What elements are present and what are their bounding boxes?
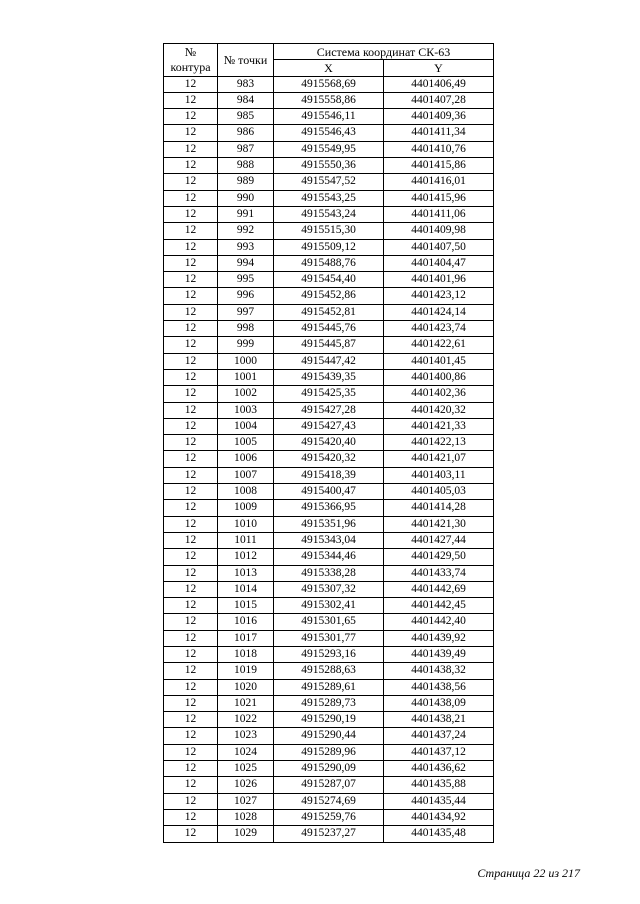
contour-cell: 12 — [164, 223, 218, 239]
y-cell: 4401407,50 — [384, 239, 494, 255]
contour-cell: 12 — [164, 125, 218, 141]
x-cell: 4915445,76 — [274, 321, 384, 337]
x-cell: 4915288,63 — [274, 663, 384, 679]
table-row — [164, 353, 494, 369]
point-cell: 986 — [218, 125, 274, 141]
x-cell: 4915452,81 — [274, 304, 384, 320]
x-cell: 4915301,65 — [274, 614, 384, 630]
x-cell: 4915400,47 — [274, 484, 384, 500]
x-cell: 4915427,43 — [274, 418, 384, 434]
contour-cell: 12 — [164, 712, 218, 728]
point-cell: 1022 — [218, 712, 274, 728]
point-cell: 992 — [218, 223, 274, 239]
x-cell: 4915289,73 — [274, 695, 384, 711]
y-cell: 4401423,74 — [384, 321, 494, 337]
point-cell: 1018 — [218, 646, 274, 662]
x-cell: 4915290,09 — [274, 761, 384, 777]
contour-cell: 12 — [164, 353, 218, 369]
table-row — [164, 369, 494, 385]
table-row — [164, 679, 494, 695]
x-cell: 4915351,96 — [274, 516, 384, 532]
y-cell: 4401404,47 — [384, 255, 494, 271]
contour-cell: 12 — [164, 777, 218, 793]
contour-cell: 12 — [164, 239, 218, 255]
point-cell: 1008 — [218, 484, 274, 500]
contour-cell: 12 — [164, 565, 218, 581]
table-row — [164, 141, 494, 157]
contour-cell: 12 — [164, 826, 218, 842]
table-row — [164, 92, 494, 108]
contour-cell: 12 — [164, 435, 218, 451]
point-cell: 985 — [218, 109, 274, 125]
table-row — [164, 435, 494, 451]
contour-cell: 12 — [164, 646, 218, 662]
table-row — [164, 321, 494, 337]
point-cell: 1023 — [218, 728, 274, 744]
x-cell: 4915420,40 — [274, 435, 384, 451]
contour-cell: 12 — [164, 614, 218, 630]
contour-cell: 12 — [164, 321, 218, 337]
table-row — [164, 190, 494, 206]
table-row — [164, 451, 494, 467]
y-cell: 4401433,74 — [384, 565, 494, 581]
x-cell: 4915568,69 — [274, 76, 384, 92]
table-row — [164, 125, 494, 141]
point-cell: 997 — [218, 304, 274, 320]
table-row — [164, 386, 494, 402]
y-cell: 4401411,34 — [384, 125, 494, 141]
y-cell: 4401400,86 — [384, 369, 494, 385]
contour-cell: 12 — [164, 484, 218, 500]
x-cell: 4915287,07 — [274, 777, 384, 793]
x-cell: 4915488,76 — [274, 255, 384, 271]
x-cell: 4915344,46 — [274, 549, 384, 565]
contour-cell: 12 — [164, 663, 218, 679]
x-cell: 4915366,95 — [274, 500, 384, 516]
header-y: Y — [384, 60, 494, 76]
contour-cell: 12 — [164, 516, 218, 532]
y-cell: 4401427,44 — [384, 532, 494, 548]
table-row — [164, 239, 494, 255]
table-row — [164, 288, 494, 304]
point-cell: 1014 — [218, 581, 274, 597]
point-cell: 1005 — [218, 435, 274, 451]
x-cell: 4915509,12 — [274, 239, 384, 255]
y-cell: 4401403,11 — [384, 467, 494, 483]
x-cell: 4915543,25 — [274, 190, 384, 206]
point-cell: 1000 — [218, 353, 274, 369]
y-cell: 4401442,69 — [384, 581, 494, 597]
y-cell: 4401437,24 — [384, 728, 494, 744]
x-cell: 4915289,96 — [274, 744, 384, 760]
point-cell: 1016 — [218, 614, 274, 630]
y-cell: 4401409,36 — [384, 109, 494, 125]
y-cell: 4401439,92 — [384, 630, 494, 646]
x-cell: 4915301,77 — [274, 630, 384, 646]
table-row — [164, 206, 494, 222]
y-cell: 4401423,12 — [384, 288, 494, 304]
y-cell: 4401437,12 — [384, 744, 494, 760]
contour-cell: 12 — [164, 337, 218, 353]
contour-cell: 12 — [164, 809, 218, 825]
x-cell: 4915307,32 — [274, 581, 384, 597]
table-row — [164, 418, 494, 434]
y-cell: 4401438,56 — [384, 679, 494, 695]
point-cell: 1015 — [218, 598, 274, 614]
point-cell: 1007 — [218, 467, 274, 483]
table-row — [164, 728, 494, 744]
contour-cell: 12 — [164, 386, 218, 402]
y-cell: 4401438,21 — [384, 712, 494, 728]
table-row — [164, 484, 494, 500]
table-row — [164, 255, 494, 271]
table-row — [164, 337, 494, 353]
point-cell: 1009 — [218, 500, 274, 516]
contour-cell: 12 — [164, 174, 218, 190]
table-header — [164, 44, 494, 77]
point-cell: 1001 — [218, 369, 274, 385]
x-cell: 4915302,41 — [274, 598, 384, 614]
table-row — [164, 532, 494, 548]
point-cell: 1003 — [218, 402, 274, 418]
point-cell: 1027 — [218, 793, 274, 809]
x-cell: 4915343,04 — [274, 532, 384, 548]
table-row — [164, 695, 494, 711]
x-cell: 4915274,69 — [274, 793, 384, 809]
contour-cell: 12 — [164, 255, 218, 271]
table-row — [164, 598, 494, 614]
point-cell: 1019 — [218, 663, 274, 679]
contour-cell: 12 — [164, 728, 218, 744]
contour-cell: 12 — [164, 549, 218, 565]
contour-cell: 12 — [164, 500, 218, 516]
table-row — [164, 158, 494, 174]
y-cell: 4401401,96 — [384, 272, 494, 288]
y-cell: 4401424,14 — [384, 304, 494, 320]
y-cell: 4401414,28 — [384, 500, 494, 516]
page-number-footer: Страница 22 из 217 — [477, 866, 580, 880]
table-row — [164, 809, 494, 825]
point-cell: 987 — [218, 141, 274, 157]
x-cell: 4915546,11 — [274, 109, 384, 125]
x-cell: 4915550,36 — [274, 158, 384, 174]
x-cell: 4915237,27 — [274, 826, 384, 842]
point-cell: 1017 — [218, 630, 274, 646]
table-row — [164, 614, 494, 630]
table-row — [164, 793, 494, 809]
y-cell: 4401411,06 — [384, 206, 494, 222]
x-cell: 4915549,95 — [274, 141, 384, 157]
table-row — [164, 826, 494, 842]
contour-cell: 12 — [164, 418, 218, 434]
contour-cell: 12 — [164, 467, 218, 483]
y-cell: 4401434,92 — [384, 809, 494, 825]
y-cell: 4401401,45 — [384, 353, 494, 369]
y-cell: 4401435,44 — [384, 793, 494, 809]
y-cell: 4401442,45 — [384, 598, 494, 614]
x-cell: 4915543,24 — [274, 206, 384, 222]
y-cell: 4401420,32 — [384, 402, 494, 418]
contour-cell: 12 — [164, 369, 218, 385]
contour-cell: 12 — [164, 76, 218, 92]
y-cell: 4401435,48 — [384, 826, 494, 842]
table-row — [164, 646, 494, 662]
table-row — [164, 712, 494, 728]
x-cell: 4915420,32 — [274, 451, 384, 467]
x-cell: 4915445,87 — [274, 337, 384, 353]
point-cell: 993 — [218, 239, 274, 255]
y-cell: 4401436,62 — [384, 761, 494, 777]
header-x: X — [274, 60, 384, 76]
contour-cell: 12 — [164, 744, 218, 760]
point-cell: 996 — [218, 288, 274, 304]
table-row — [164, 663, 494, 679]
table-row — [164, 630, 494, 646]
contour-cell: 12 — [164, 532, 218, 548]
contour-cell: 12 — [164, 451, 218, 467]
x-cell: 4915427,28 — [274, 402, 384, 418]
point-cell: 1002 — [218, 386, 274, 402]
point-cell: 991 — [218, 206, 274, 222]
x-cell: 4915293,16 — [274, 646, 384, 662]
header-contour — [164, 44, 218, 77]
table-row — [164, 500, 494, 516]
point-cell: 1025 — [218, 761, 274, 777]
contour-cell: 12 — [164, 158, 218, 174]
point-cell: 1004 — [218, 418, 274, 434]
point-cell: 1011 — [218, 532, 274, 548]
point-cell: 988 — [218, 158, 274, 174]
y-cell: 4401438,32 — [384, 663, 494, 679]
table-row — [164, 777, 494, 793]
x-cell: 4915425,35 — [274, 386, 384, 402]
y-cell: 4401421,07 — [384, 451, 494, 467]
y-cell: 4401421,30 — [384, 516, 494, 532]
contour-cell: 12 — [164, 109, 218, 125]
contour-cell: 12 — [164, 141, 218, 157]
point-cell: 1024 — [218, 744, 274, 760]
point-cell: 998 — [218, 321, 274, 337]
table-row — [164, 174, 494, 190]
point-cell: 1029 — [218, 826, 274, 842]
table-row — [164, 304, 494, 320]
y-cell: 4401442,40 — [384, 614, 494, 630]
contour-cell: 12 — [164, 630, 218, 646]
table-row — [164, 516, 494, 532]
x-cell: 4915447,42 — [274, 353, 384, 369]
contour-cell: 12 — [164, 598, 218, 614]
point-cell: 984 — [218, 92, 274, 108]
point-cell: 995 — [218, 272, 274, 288]
coordinates-table — [163, 43, 494, 843]
y-cell: 4401435,88 — [384, 777, 494, 793]
point-cell: 1012 — [218, 549, 274, 565]
y-cell: 4401405,03 — [384, 484, 494, 500]
table-body — [164, 76, 494, 842]
header-coordinate-system: Система координат СК-63 — [274, 44, 494, 60]
y-cell: 4401422,61 — [384, 337, 494, 353]
x-cell: 4915290,44 — [274, 728, 384, 744]
y-cell: 4401421,33 — [384, 418, 494, 434]
contour-cell: 12 — [164, 206, 218, 222]
table-row — [164, 402, 494, 418]
table-row — [164, 581, 494, 597]
point-cell: 994 — [218, 255, 274, 271]
x-cell: 4915547,52 — [274, 174, 384, 190]
contour-cell: 12 — [164, 761, 218, 777]
header-point: № точки — [218, 44, 274, 77]
x-cell: 4915259,76 — [274, 809, 384, 825]
contour-cell: 12 — [164, 272, 218, 288]
y-cell: 4401402,36 — [384, 386, 494, 402]
table-row — [164, 223, 494, 239]
x-cell: 4915546,43 — [274, 125, 384, 141]
point-cell: 990 — [218, 190, 274, 206]
point-cell: 1010 — [218, 516, 274, 532]
table-row — [164, 549, 494, 565]
contour-cell: 12 — [164, 695, 218, 711]
point-cell: 1006 — [218, 451, 274, 467]
table-row — [164, 109, 494, 125]
y-cell: 4401416,01 — [384, 174, 494, 190]
contour-cell: 12 — [164, 679, 218, 695]
point-cell: 1013 — [218, 565, 274, 581]
x-cell: 4915418,39 — [274, 467, 384, 483]
point-cell: 989 — [218, 174, 274, 190]
contour-cell: 12 — [164, 793, 218, 809]
y-cell: 4401438,09 — [384, 695, 494, 711]
y-cell: 4401422,13 — [384, 435, 494, 451]
y-cell: 4401415,96 — [384, 190, 494, 206]
x-cell: 4915290,19 — [274, 712, 384, 728]
x-cell: 4915338,28 — [274, 565, 384, 581]
contour-cell: 12 — [164, 190, 218, 206]
table-row — [164, 467, 494, 483]
table-row — [164, 272, 494, 288]
x-cell: 4915515,30 — [274, 223, 384, 239]
table-row — [164, 744, 494, 760]
point-cell: 983 — [218, 76, 274, 92]
point-cell: 1020 — [218, 679, 274, 695]
y-cell: 4401410,76 — [384, 141, 494, 157]
y-cell: 4401406,49 — [384, 76, 494, 92]
y-cell: 4401429,50 — [384, 549, 494, 565]
contour-cell: 12 — [164, 581, 218, 597]
contour-cell: 12 — [164, 288, 218, 304]
point-cell: 1028 — [218, 809, 274, 825]
x-cell: 4915452,86 — [274, 288, 384, 304]
contour-cell: 12 — [164, 92, 218, 108]
x-cell: 4915289,61 — [274, 679, 384, 695]
table-row — [164, 565, 494, 581]
header-contour-label: № контура — [170, 44, 211, 74]
table-row — [164, 761, 494, 777]
y-cell: 4401407,28 — [384, 92, 494, 108]
x-cell: 4915439,35 — [274, 369, 384, 385]
point-cell: 999 — [218, 337, 274, 353]
y-cell: 4401409,98 — [384, 223, 494, 239]
x-cell: 4915454,40 — [274, 272, 384, 288]
y-cell: 4401439,49 — [384, 646, 494, 662]
point-cell: 1026 — [218, 777, 274, 793]
contour-cell: 12 — [164, 304, 218, 320]
point-cell: 1021 — [218, 695, 274, 711]
y-cell: 4401415,86 — [384, 158, 494, 174]
x-cell: 4915558,86 — [274, 92, 384, 108]
contour-cell: 12 — [164, 402, 218, 418]
table-row — [164, 76, 494, 92]
